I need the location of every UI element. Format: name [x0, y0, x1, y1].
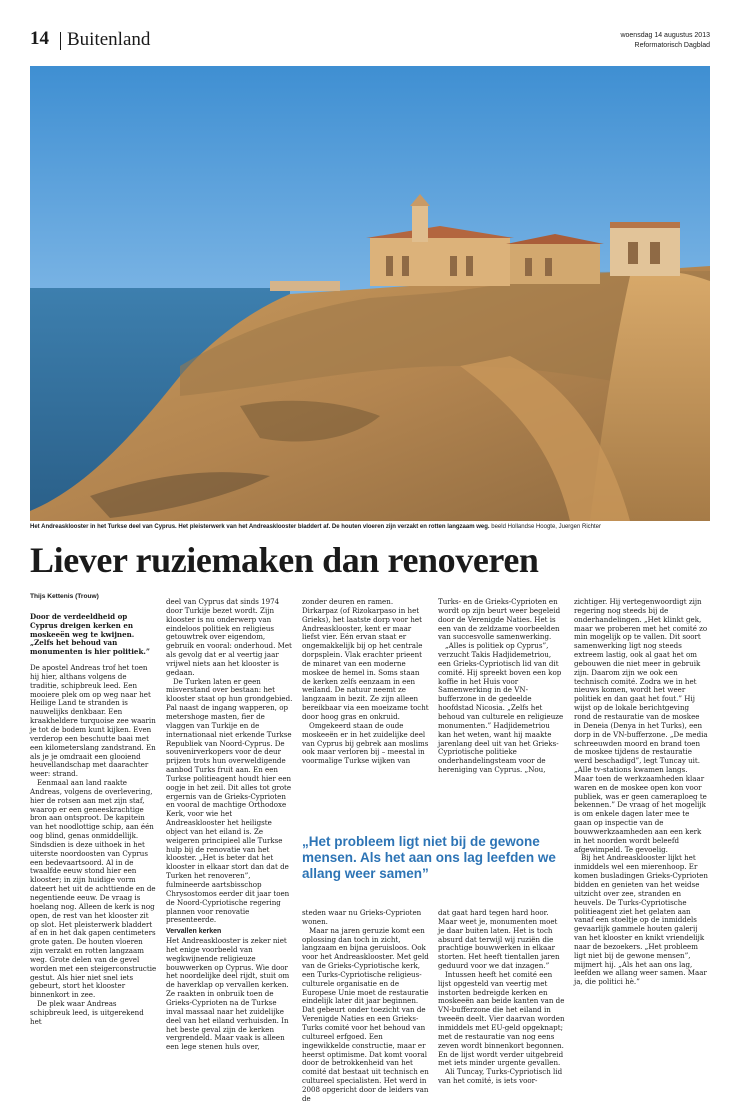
paragraph: De plek waar Andreas schipbreuk leed, is uitgerekend het	[30, 999, 144, 1026]
paragraph: „Alles is politiek op Cyprus”, verzucht Takis Hadjidemetriou, een Grieks-Cypriotisch lid van dit comité. Hij spreekt boven een kop koffie in het Huis voor Samenwerking in de VN-bufferzone in de gedeelde hoofdstad Nicosia. „Zelfs het behoud van culturele en religieuze monumenten.” Hadjidemetriou kan het weten, want hij maakte jarenlang deel uit van het Grieks-Cypriotische politieke onderhandelingsteam voor de hereniging van Cyprus. „Nou,	[438, 641, 564, 775]
article-column-3-lower	[302, 908, 429, 1103]
page-header	[30, 26, 710, 58]
paragraph: Ali Tuncay, Turks-Cypriotisch lid van het comité, is iets voor-	[438, 1067, 563, 1086]
subheading: Vervallen kerken	[166, 928, 222, 936]
paragraph: zonder deuren en ramen. Dirkarpaz (of Rizokarpaso in het Grieks), het laatste dorp voor het Andreasklooster, kent er maar liefst vier. Eén ervan staat er ongemakkelijk bij op het centrale dorpsplein. Vlak erachter prieent de minaret van een moderne moskee de hemel in. Soms staan de kerken zelfs eenzaam in een weiland. De natuur neemt ze langzaam in bezit. Ze zijn alleen bereikbaar via een moeizame tocht door hoog gras en onkruid.	[302, 597, 429, 721]
caption-text: Het Andreasklooster in het Turkse deel van Cyprus. Het pleisterwerk van het Andreasklooster bladdert af. De houten vloeren zijn verzakt en rotten langzaam weg.	[30, 524, 490, 530]
paragraph: Maar na jaren geruzie komt een oplossing dan toch in zicht, langzaam en bijna geruisloos. Ook voor het Andreasklooster. Met geld van de Grieks-Cypriotische kerk, een Turks-Cypriotische religieus-culturele organisatie en de Europese Unie moet de restauratie eindelijk later dit jaar beginnen. Dat gebeurt onder toezicht van de Verenigde Naties en een Grieks-Turks comité voor het behoud van cultureel erfgoed. Een ingewikkelde constructie, maar er heerst optimisme. Dat komt vooral door de betrokkenheid van het comité dat bestaat uit technisch en cultureel specialisten. Het werd in 2008 opgericht door de leiders van de	[302, 925, 429, 1103]
article-column-5	[574, 598, 708, 1061]
paragraph: deel van Cyprus dat sinds 1974 door Turkije bezet wordt. Zijn klooster is nu onderwerp van eindeloos politiek en religieus getouwtrek over eigendom, gebruik en vooral: onderhoud. Met als gevolg dat er al veertig jaar vrijwel niets aan het klooster is gedaan.	[166, 597, 292, 677]
photo-credit: beeld Hollandse Hoogte, Juergen Richter	[491, 524, 601, 530]
paragraph: dat gaat hard tegen hard hoor. Maar weet je, monumenten moet je daar buiten laten. Het is toch absurd dat terwijl wij ruziën die prachtige bouwwerken in elkaar storten. Het heeft tientallen jaren geduurd voor we dat inzagen.”	[438, 908, 560, 971]
paragraph: Eenmaal aan land raakte Andreas, volgens de overlevering, hier de rotsen aan met zijn staf, waarop er een geneeskrachtige bron aan ontsproot. De kapitein van het noodlottige schip, aan één oog blind, genas onmiddellijk. Sindsdien is deze uithoek in het uiterste noordoosten van Cyprus een bedevaartsoord. Al in de twaalfde eeuw stond hier een klooster; in zijn huidige vorm dateert het uit de achttiende en de negentiende eeuw. De vraag is hoelang nog. Alleen de kerk is nog open, de rest van het klooster zit op slot. Het pleisterwerk bladdert af en in het dak gapen centimeters grote gaten. De houten vloeren zijn verzakt en rotten langzaam weg. Grote delen van de gevel worden met een steigerconstructie gestut. Als hier niet snel iets gebeurt, stort het klooster binnenkort in zee.	[30, 778, 157, 1000]
byline: Thijs Kettenis (Trouw)	[30, 593, 99, 600]
pull-quote: „Het probleem ligt niet bij de gewone mensen. Als het aan ons lag leefden we allang weer samen”	[302, 834, 556, 881]
article-column-4-lower	[438, 908, 565, 1086]
issue-date: woensdag 14 augustus 2013	[620, 32, 710, 39]
article-intro: Door de verdeeldheid op Cyprus dreigen kerken en moskeeën weg te kwijnen. „Zelfs het behoud van monumenten is hier politiek.”	[30, 611, 150, 657]
section-title: Buitenland	[67, 29, 151, 50]
paragraph: De Turken laten er geen misverstand over bestaan: het klooster staat op hun grondgebied. Pal naast de ingang wapperen, op metershoge masten, fier de vlaggen van Turkije en de internationaal niet erkende Turkse Republiek van Noord-Cyprus. De souvenirverkopers voor de deur prijzen trots hun overweldigende aanbod Turks fruit aan. En een Turkse politieagent houdt hier een oogje in het zeil. Dit alles tot grote ergernis van de Grieks-Cyprioten en vooral de machtige Orthodoxe Kerk, voor wie het Andreasklooster het heiligste object van het eiland is. Ze weigeren principieel alle Turkse hulp bij de renovatie van het klooster. „Het is beter dat het klooster in elkaar stort dan dat de Turken het renoveren”, fulmineerde aartsbisschop Chrysostomos eerder dit jaar toen de Noord-Cypriotische regering plannen voor renovatie presenteerde.	[166, 676, 293, 925]
paragraph: De apostel Andreas trof het toen hij hier, althans volgens de traditie, schipbreuk leed. Een mooiere plek om op weg naar het Heilige Land te stranden is nauwelijks denkbaar. Een kraakheldere turquoise zee waarin je tot de bodem kunt kijken. Even verderop een beschutte baai met een kilometerslang zandstrand. En als je je omdraait een glooiend heuvellandschap met daarachter weer: strand.	[30, 663, 156, 779]
publication-name: Reformatorisch Dagblad	[634, 42, 710, 49]
paragraph: steden waar nu Grieks-Cyprioten wonen.	[302, 908, 422, 926]
monastery-photo	[30, 66, 710, 521]
header-divider	[60, 32, 61, 50]
paragraph: Omgekeerd staan de oude moskeeën er in het zuidelijke deel van Cyprus bij gebrek aan moslims ook maar verloren bij – meestal in voormalige Turkse wijken van	[302, 720, 429, 766]
article-column-3	[302, 598, 429, 830]
page-number: 14	[30, 28, 49, 49]
article-column-2	[166, 598, 293, 1061]
article-column-1	[30, 593, 157, 1061]
paragraph: Intussen heeft het comité een lijst opgesteld van veertig met instorten bedreigde kerken en moskeeën aan beide kanten van de VN-bufferzone die het eiland in tweeën deelt. Vier daarvan worden inmiddels met EU-geld opgeknapt; met de restauratie van nog eens zeven wordt binnenkort begonnen. En de lijst wordt verder uitgebreid met iets minder urgente gevallen.	[438, 969, 565, 1068]
paragraph: Bij het Andreasklooster lijkt het inmiddels wel een mierenhoop. Er komen busladingen Grieks-Cyprioten bidden en genieten van het weidse uitzicht over zee, stranden en heuvels. De Turks-Cypriotische politieagent ziet het gelaten aan vanaf een stoeltje op de inmiddels gevaarlijk gammele houten galerij van het klooster en knikt vriendelijk naar de bezoekers. „Het probleem ligt niet bij de gewone mensen”, mijmert hij. „Als het aan ons lag, leefden we allang weer samen. Maar ja, die politici hè.”	[574, 853, 708, 987]
article-column-4	[438, 598, 565, 830]
paragraph: zichtiger. Hij vertegenwoordigt zijn regering nog steeds bij de onderhandelingen. „Het klinkt gek, maar we proberen met het comité zo min mogelijk op te vallen. Dit soort samenwerking ligt nog steeds extreem lastig, ook al gaat het om gebouwen die niet meer in gebruik zijn. Daarom zijn we ook een technisch comité. Zodra we in het nieuws komen, wordt het weer politiek en dan gaat het fout.” Hij wijst op de lokale berichtgeving rond de restauratie van de moskee in Deneia (Denya in het Turks), een dorp in de VN-bufferzone. „De media schreeuwden moord en brand toen de moskee tijdens de restauratie werd beschadigd”, legt Tuncay uit. „Alle tv-stations kwamen langs. Maar toen de werkzaamheden klaar waren en de moskee open kon voor publiek, was er geen cameraploeg te bekennen.” De vraag of het mogelijk is om enkele dagen later mee te gaan op inspectie van de bouwwerkzaamheden aan een kerk in het noorden wordt beleefd afgewimpeld. Te gevoelig.	[574, 597, 708, 854]
header-meta	[620, 31, 710, 51]
paragraph: Het Andreasklooster is zeker niet het enige voorbeeld van wegkwijnende religieuze bouwwerken op Cyprus. Wie door het noordelijke deel rijdt, stuit om de haverklap op vervallen kerken. Ze raakten in onbruik toen de Grieks-Cyprioten na de Turkse inval massaal naar het zuidelijke deel van het eiland verhuisden. In het beste geval zijn de kerken vergrendeld. Maar vaak is alleen een lege stenen huls over,	[166, 936, 290, 1052]
photo-caption	[30, 523, 720, 532]
article-headline: Liever ruziemaken dan renoveren	[30, 540, 539, 580]
paragraph: Turks- en de Grieks-Cyprioten en wordt op zijn beurt weer begeleid door de Verenigde Naties. Het is een van de zeldzame voorbeelden van succesvolle samenwerking.	[438, 597, 561, 642]
